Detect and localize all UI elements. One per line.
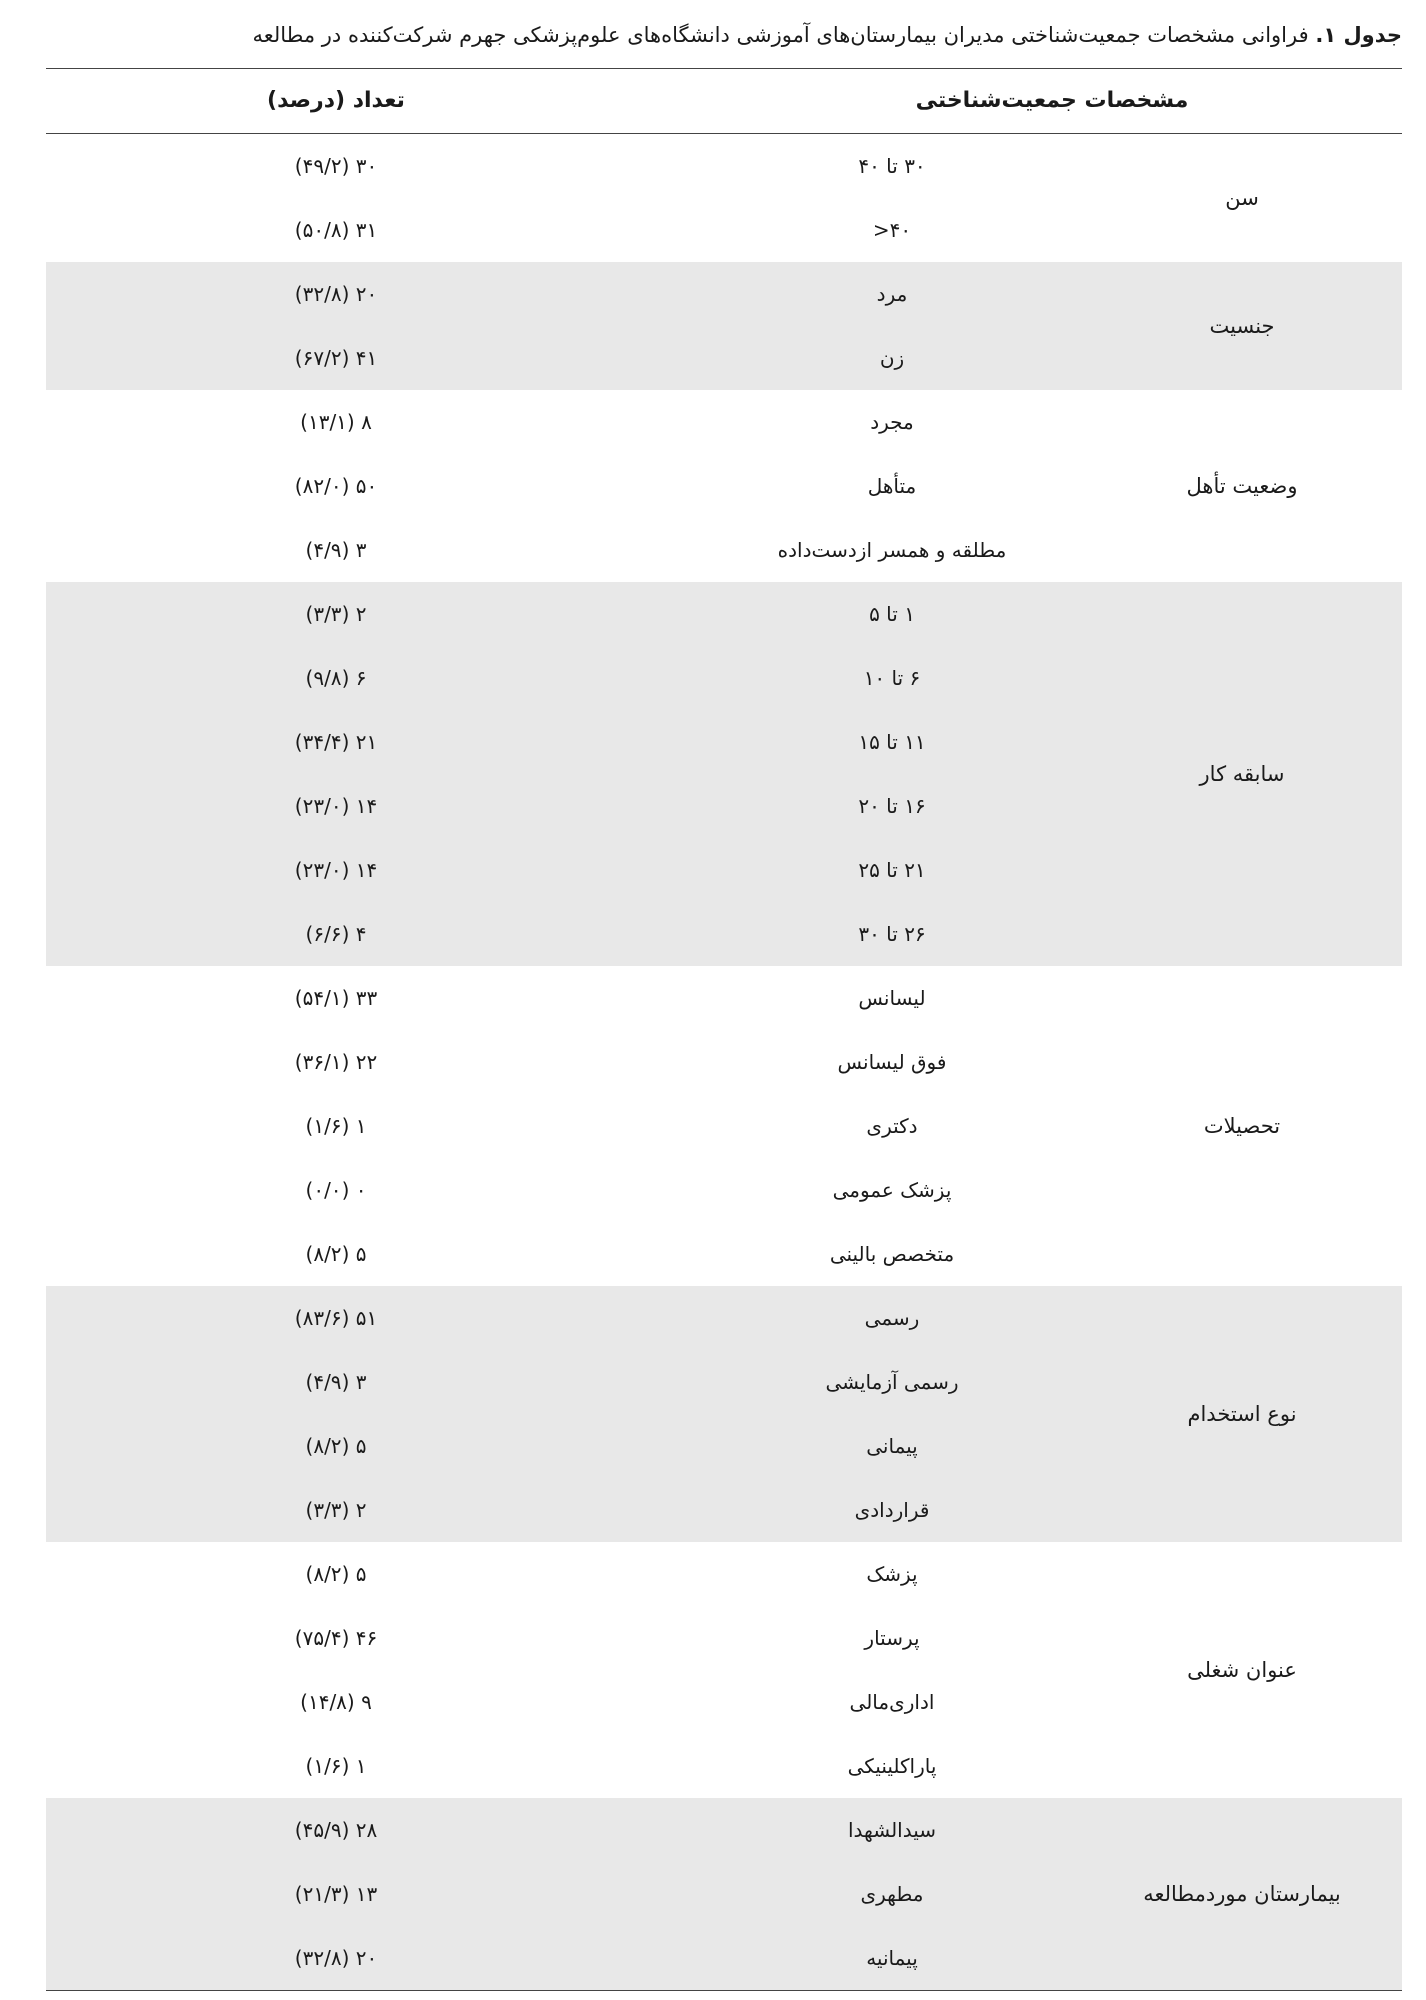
subcategory-cell: دکتری	[866, 1114, 918, 1138]
group-label: عنوان شغلی	[1187, 1658, 1297, 1682]
caption-text: فراوانی مشخصات جمعیت‌شناختی مدیران بیمارستان‌های آموزشی دانشگاه‌های علوم‌پزشکی جهرم شرکت‌کننده در مطالعه	[252, 23, 1309, 47]
count-percent-cell: ۵۰ (۸۲/۰)	[294, 474, 378, 498]
subcategory-cell: ۲۶ تا ۳۰	[858, 922, 926, 946]
subcategory-cell: متأهل	[867, 474, 917, 498]
count-percent-cell: ۴ (۶/۶)	[305, 922, 367, 946]
table-row	[46, 1926, 1402, 1990]
table-body	[46, 134, 1402, 1991]
table-row	[46, 1094, 1402, 1158]
caption-label: جدول ۱.	[1315, 23, 1402, 47]
subcategory-cell: مرد	[876, 282, 908, 306]
group-label: نوع استخدام	[1187, 1402, 1297, 1426]
table-row	[46, 454, 1402, 518]
subcategory-cell: پاراکلینیکی	[847, 1754, 937, 1778]
subcategory-cell: ۱۶ تا ۲۰	[858, 794, 926, 818]
subcategory-cell: زن	[879, 346, 905, 370]
subcategory-cell: رسمی	[864, 1306, 920, 1330]
table-row	[46, 1158, 1402, 1222]
subcategory-cell: پزشک	[866, 1562, 918, 1586]
count-percent-cell: ۵۱ (۸۳/۶)	[294, 1306, 378, 1330]
count-percent-cell: ۳ (۴/۹)	[305, 1370, 367, 1394]
count-percent-cell: ۲۰ (۳۲/۸)	[294, 1946, 378, 1970]
table-caption	[24, 18, 1402, 52]
count-percent-cell: ۱ (۱/۶)	[305, 1114, 367, 1138]
demographics-table	[46, 68, 1402, 1991]
table-group	[46, 134, 1402, 262]
subcategory-cell: مجرد	[870, 410, 914, 434]
subcategory-cell: پیمانیه	[866, 1946, 918, 1970]
subcategory-cell: پرستار	[864, 1626, 920, 1650]
count-percent-cell: ۵ (۸/۲)	[305, 1562, 367, 1586]
table-row	[46, 198, 1402, 262]
table-group	[46, 1798, 1402, 1990]
count-percent-cell: ۴۶ (۷۵/۴)	[294, 1626, 378, 1650]
table-row	[46, 390, 1402, 454]
table-row	[46, 1670, 1402, 1734]
subcategory-cell: مطلقه و همسر ازدست‌داده	[777, 538, 1007, 562]
table-row	[46, 1542, 1402, 1606]
subcategory-cell: پیمانی	[866, 1434, 918, 1458]
count-percent-cell: ۳ (۴/۹)	[305, 538, 367, 562]
count-percent-cell: ۸ (۱۳/۱)	[300, 410, 372, 434]
count-percent-cell: ۵ (۸/۲)	[305, 1242, 367, 1266]
subcategory-cell: ۶ تا ۱۰	[863, 666, 921, 690]
header-characteristic: مشخصات جمعیت‌شناختی	[915, 88, 1189, 113]
table-group	[46, 582, 1402, 966]
count-percent-cell: ۲۰ (۳۲/۸)	[294, 282, 378, 306]
table-row	[46, 518, 1402, 582]
count-percent-cell: ۱۴ (۲۳/۰)	[294, 794, 378, 818]
group-label: سابقه کار	[1199, 762, 1285, 786]
table-row	[46, 1222, 1402, 1286]
count-percent-cell: ۲ (۳/۳)	[305, 602, 367, 626]
count-percent-cell: ۳۱ (۵۰/۸)	[294, 218, 378, 242]
count-percent-cell: ۶ (۹/۸)	[305, 666, 367, 690]
table-group	[46, 966, 1402, 1286]
subcategory-cell: سیدالشهدا	[847, 1818, 937, 1842]
subcategory-cell: متخصص بالینی	[829, 1242, 955, 1266]
table-row	[46, 582, 1402, 646]
count-percent-cell: ۲ (۳/۳)	[305, 1498, 367, 1522]
table-row	[46, 1734, 1402, 1798]
table-row	[46, 1286, 1402, 1350]
table-row	[46, 326, 1402, 390]
table-row	[46, 262, 1402, 326]
subcategory-cell: اداری‌مالی	[849, 1690, 935, 1714]
subcategory-cell: پزشک عمومی	[832, 1178, 952, 1202]
table-row	[46, 1350, 1402, 1414]
subcategory-cell: ۱ تا ۵	[869, 602, 915, 626]
count-percent-cell: ۱۳ (۲۱/۳)	[294, 1882, 378, 1906]
table-header	[46, 68, 1402, 134]
table-group	[46, 1286, 1402, 1542]
subcategory-cell: ۲۱ تا ۲۵	[858, 858, 926, 882]
count-percent-cell: ۲۱ (۳۴/۴)	[294, 730, 378, 754]
count-percent-cell: ۳۳ (۵۴/۱)	[294, 986, 378, 1010]
table-group	[46, 390, 1402, 582]
table-row	[46, 1862, 1402, 1926]
count-percent-cell: ۳۰ (۴۹/۲)	[294, 154, 378, 178]
table-row	[46, 774, 1402, 838]
subcategory-cell: ۳۰ تا ۴۰	[858, 154, 926, 178]
subcategory-cell: لیسانس	[858, 986, 926, 1010]
count-percent-cell: ۱ (۱/۶)	[305, 1754, 367, 1778]
count-percent-cell: ۱۴ (۲۳/۰)	[294, 858, 378, 882]
table-group	[46, 262, 1402, 390]
table-row	[46, 1414, 1402, 1478]
table-row	[46, 838, 1402, 902]
count-percent-cell: ۰ (۰/۰)	[305, 1178, 367, 1202]
subcategory-cell: ۴۰<	[872, 218, 912, 242]
header-count: تعداد (درصد)	[267, 88, 405, 113]
subcategory-cell: قراردادی	[854, 1498, 930, 1522]
table-row	[46, 134, 1402, 198]
group-label: سن	[1225, 186, 1259, 210]
group-label: جنسیت	[1209, 314, 1275, 338]
count-percent-cell: ۹ (۱۴/۸)	[300, 1690, 372, 1714]
count-percent-cell: ۲۸ (۴۵/۹)	[294, 1818, 378, 1842]
group-label: تحصیلات	[1203, 1114, 1281, 1138]
table-row	[46, 902, 1402, 966]
table-row	[46, 1606, 1402, 1670]
table-row	[46, 646, 1402, 710]
group-label: وضعیت تأهل	[1186, 474, 1298, 498]
count-percent-cell: ۵ (۸/۲)	[305, 1434, 367, 1458]
table-row	[46, 1798, 1402, 1862]
count-percent-cell: ۲۲ (۳۶/۱)	[294, 1050, 378, 1074]
count-percent-cell: ۴۱ (۶۷/۲)	[294, 346, 378, 370]
subcategory-cell: ۱۱ تا ۱۵	[858, 730, 926, 754]
table-row	[46, 1030, 1402, 1094]
table-row	[46, 966, 1402, 1030]
subcategory-cell: فوق لیسانس	[837, 1050, 947, 1074]
group-label: بیمارستان موردمطالعه	[1143, 1882, 1341, 1906]
table-row	[46, 1478, 1402, 1542]
subcategory-cell: مطهری	[860, 1882, 924, 1906]
table-row	[46, 710, 1402, 774]
subcategory-cell: رسمی آزمایشی	[825, 1370, 959, 1394]
table-group	[46, 1542, 1402, 1798]
